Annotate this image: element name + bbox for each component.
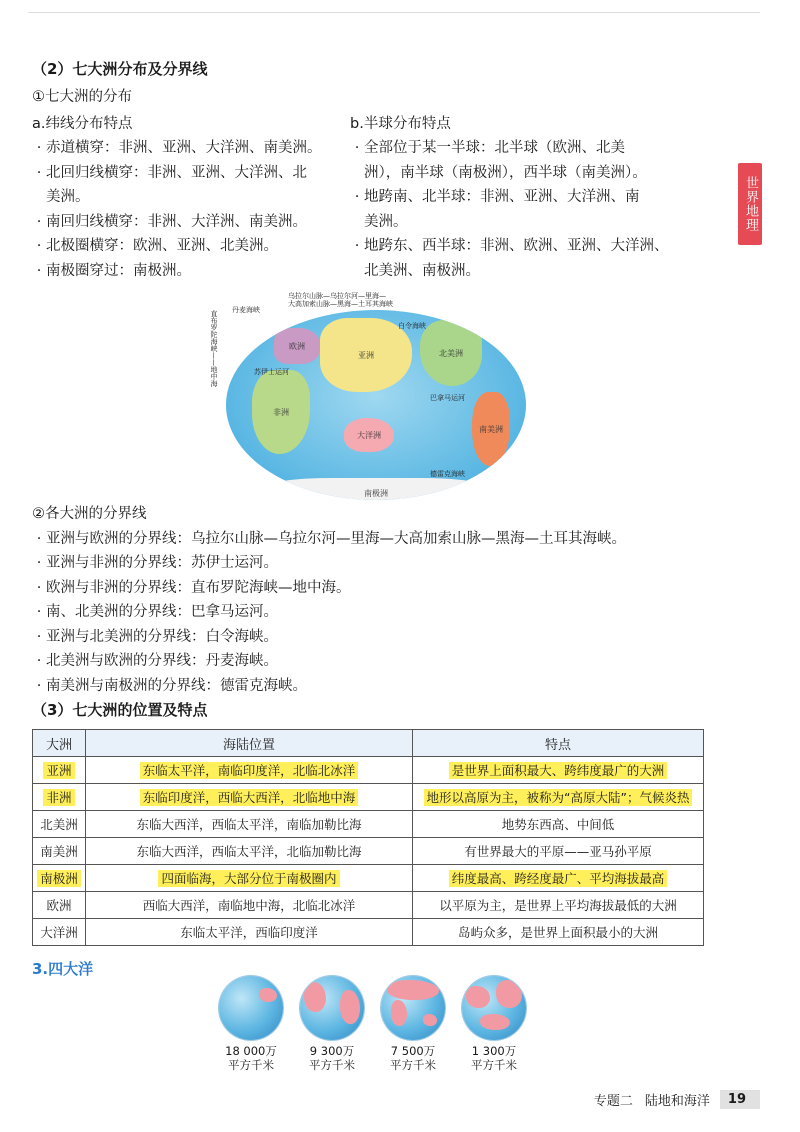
list-item-text <box>46 161 350 210</box>
list-item-text <box>46 551 732 576</box>
bullet-dot: · <box>354 238 360 254</box>
left-head: a.纬线分布特点 <box>32 115 133 132</box>
cell-text: 地势东西高、中间低 <box>501 817 615 832</box>
text-line: 地跨东、西半球：非洲、欧洲、亚洲、大洋洲、 <box>364 238 669 254</box>
antarctica-shape: 南极洲 <box>266 478 486 500</box>
chapter-tab: 世界地理(上) <box>738 163 762 245</box>
cell-text: 四面临海，大部分位于南极圈内 <box>158 870 339 887</box>
text-line: 全部位于某一半球：北半球（欧洲、北美 <box>364 140 625 156</box>
bullet-dot: · <box>354 189 360 205</box>
list-item <box>32 527 732 552</box>
text-line: 洲），南半球（南极洲），西半球（南美洲）。 <box>364 164 647 181</box>
table-cell-name <box>33 892 86 919</box>
bullet-dot: · <box>36 604 42 620</box>
cell-text: 亚洲 <box>43 762 74 779</box>
col-header-position: 海陆位置 <box>86 730 413 757</box>
table-cell-name <box>33 838 86 865</box>
text-line: 北极圈横穿：欧洲、亚洲、北美洲。 <box>46 238 278 254</box>
ocean-unit: 平方千米 <box>228 1058 274 1072</box>
south-america-shape: 南美洲 <box>472 392 510 466</box>
list-item-text <box>46 674 732 699</box>
table-cell-name <box>33 865 86 892</box>
list-item <box>32 600 732 625</box>
footer-topic: 专题二 <box>593 1094 633 1109</box>
africa-shape: 非洲 <box>252 370 310 454</box>
page-number: 19 <box>720 1090 760 1109</box>
col-header-features: 特点 <box>413 730 704 757</box>
cell-text: 东临大西洋，西临太平洋，南临加勒比海 <box>136 817 362 832</box>
bullet-dot: · <box>36 653 42 669</box>
latitude-list <box>32 136 350 283</box>
list-item-text <box>364 185 670 234</box>
text-line: 美洲。 <box>364 213 408 230</box>
map-label-drake: 德雷克海峡 <box>430 470 465 478</box>
bullet-dot: · <box>36 530 42 547</box>
globe-arctic-icon <box>462 976 526 1040</box>
right-head: b.半球分布特点 <box>350 115 451 132</box>
map-label-denmark-strait: 丹麦海峡 <box>232 306 260 314</box>
globe-pacific-icon <box>219 976 283 1040</box>
page-footer <box>594 1090 760 1109</box>
cell-text: 东临印度洋，西临大西洋，北临地中海 <box>140 789 359 806</box>
cell-text: 南极洲 <box>37 870 81 887</box>
bullet-dot: · <box>36 140 42 156</box>
cell-text: 欧洲 <box>46 898 72 913</box>
latitude-column <box>32 112 350 284</box>
map-label-gibraltar: 直布罗陀海峡——地中海 <box>210 310 218 387</box>
section-2 <box>32 58 712 283</box>
list-item-text <box>46 234 350 259</box>
globe-pacific <box>216 976 286 1072</box>
table-row <box>33 811 704 838</box>
sub2-title: ②各大洲的分界线 <box>32 506 147 522</box>
cell-text: 北美洲 <box>40 817 78 832</box>
table-cell-name <box>33 919 86 946</box>
list-item <box>32 161 350 210</box>
bullet-dot: · <box>36 262 42 279</box>
list-item-text <box>46 600 732 625</box>
list-item-text <box>46 649 732 674</box>
text-line: 南、北美洲的分界线：巴拿马运河。 <box>46 604 278 620</box>
ocean-unit: 平方千米 <box>471 1058 517 1072</box>
ocean-area: 7 500万 <box>390 1044 436 1058</box>
table-row <box>33 757 704 784</box>
text-line: 南回归线横穿：非洲、大洋洲、南美洲。 <box>46 213 307 230</box>
list-item <box>32 674 732 699</box>
text-line: 亚洲与欧洲的分界线：乌拉尔山脉—乌拉尔河—里海—大高加索山脉—黑海—土耳其海峡。 <box>46 530 626 547</box>
ocean-unit: 平方千米 <box>390 1058 436 1072</box>
table-cell-name <box>33 811 86 838</box>
list-item <box>350 234 670 283</box>
table-cell-name <box>33 784 86 811</box>
ocean-area: 18 000万 <box>225 1044 277 1058</box>
cell-text: 东临大西洋，西临太平洋，北临加勒比海 <box>136 844 362 859</box>
map-label-suez: 苏伊士运河 <box>254 368 289 376</box>
continents-table <box>32 729 704 946</box>
cell-text: 东临太平洋，西临印度洋 <box>180 925 318 940</box>
table-cell-feat <box>413 757 704 784</box>
asia-shape: 亚洲 <box>320 318 412 392</box>
list-item <box>32 625 732 650</box>
map-ocean <box>226 310 526 500</box>
table-cell-pos <box>86 838 413 865</box>
text-line: 南美洲与南极洲的分界线：德雷克海峡。 <box>46 677 307 694</box>
cell-text: 有世界最大的平原——亚马孙平原 <box>464 844 652 859</box>
table-cell-pos <box>86 811 413 838</box>
list-item <box>350 185 670 234</box>
bullet-dot: · <box>36 555 42 571</box>
cell-text: 岛屿众多，是世界上面积最小的大洲 <box>457 925 658 940</box>
list-item <box>32 576 732 601</box>
table-cell-pos <box>86 865 413 892</box>
table-cell-feat <box>413 865 704 892</box>
cell-text: 是世界上面积最大、跨纬度最广的大洲 <box>449 762 668 779</box>
table-body <box>33 757 704 946</box>
text-line: 北美洲与欧洲的分界线：丹麦海峡。 <box>46 653 278 669</box>
list-item-text <box>46 527 732 552</box>
ocean-area: 1 300万 <box>471 1044 517 1058</box>
cell-text: 大洋洲 <box>40 925 78 940</box>
text-line: 亚洲与北美洲的分界线：白令海峡。 <box>46 628 278 645</box>
list-item-text <box>364 234 670 283</box>
text-line: 亚洲与非洲的分界线：苏伊士运河。 <box>46 555 278 571</box>
bullet-dot: · <box>36 579 42 596</box>
table-row <box>33 919 704 946</box>
ocean-area: 9 300万 <box>309 1044 355 1058</box>
hemisphere-column <box>350 112 670 284</box>
sub1-title: ①七大洲的分布 <box>32 89 132 105</box>
list-item-text <box>46 210 350 235</box>
list-item <box>350 136 670 185</box>
section-3-title: （3）七大洲的位置及特点 <box>32 701 208 719</box>
list-item-text <box>364 136 670 185</box>
table-header-row <box>33 730 704 757</box>
list-item <box>32 136 350 161</box>
table-cell-pos <box>86 892 413 919</box>
map-label-panama: 巴拿马运河 <box>430 394 465 402</box>
list-item-text <box>46 259 350 284</box>
globe-atlantic <box>297 976 367 1072</box>
europe-shape: 欧洲 <box>274 328 320 364</box>
table-row <box>33 865 704 892</box>
table-cell-feat <box>413 838 704 865</box>
list-item <box>32 234 350 259</box>
table-cell-pos <box>86 784 413 811</box>
top-rule <box>28 12 760 13</box>
table-cell-pos <box>86 919 413 946</box>
section-boundaries <box>32 502 732 728</box>
list-item <box>32 551 732 576</box>
table-row <box>33 892 704 919</box>
text-line: 欧洲与非洲的分界线：直布罗陀海峡—地中海。 <box>46 579 351 596</box>
ocean-unit: 平方千米 <box>309 1058 355 1072</box>
cell-text: 地形以高原为主，被称为“高原大陆”；气候炎热 <box>424 789 693 806</box>
bullet-dot: · <box>36 677 42 694</box>
bullet-dot: · <box>36 164 42 181</box>
text-line: 北美洲、南极洲。 <box>364 262 480 279</box>
bullet-dot: · <box>36 628 42 645</box>
text-line: 南极圈穿过：南极洲。 <box>46 262 191 279</box>
cell-text: 南美洲 <box>40 844 78 859</box>
table-row <box>33 838 704 865</box>
globe-indian <box>378 976 448 1072</box>
table-cell-feat <box>413 919 704 946</box>
cell-text: 西临大西洋，南临地中海，北临北冰洋 <box>142 898 356 913</box>
list-item-text <box>46 625 732 650</box>
distribution-columns <box>32 112 712 284</box>
cell-text: 纬度最高、跨经度最广、平均海拔最高 <box>449 870 668 887</box>
bullet-dot: · <box>354 140 360 156</box>
text-line: 美洲。 <box>46 189 90 205</box>
bullet-dot: · <box>36 213 42 230</box>
oceania-shape: 大洋洲 <box>344 418 394 452</box>
table-cell-feat <box>413 892 704 919</box>
map-label-ural: 乌拉尔山脉—乌拉尔河—里海— <box>288 292 386 300</box>
hemisphere-list <box>350 136 670 283</box>
map-label-bering: 白令海峡 <box>398 322 426 330</box>
boundary-list <box>32 527 732 699</box>
cell-text: 非洲 <box>43 789 74 806</box>
oceans-title: 3.四大洋 <box>32 960 94 978</box>
cell-text: 东临太平洋，南临印度洋，北临北冰洋 <box>140 762 359 779</box>
world-map <box>208 288 548 498</box>
table-cell-name <box>33 757 86 784</box>
list-item <box>32 649 732 674</box>
globe-arctic <box>459 976 529 1072</box>
north-america-shape: 北美洲 <box>420 320 482 386</box>
globe-atlantic-icon <box>300 976 364 1040</box>
cell-text: 以平原为主，是世界上平均海拔最低的大洲 <box>439 898 677 913</box>
oceans-globes <box>216 976 529 1072</box>
list-item-text <box>46 576 732 601</box>
globe-indian-icon <box>381 976 445 1040</box>
bullet-dot: · <box>36 238 42 254</box>
footer-name: 陆地和海洋 <box>644 1094 710 1109</box>
table-cell-pos <box>86 757 413 784</box>
section-2-title: （2）七大洲分布及分界线 <box>32 60 208 78</box>
list-item-text <box>46 136 350 161</box>
text-line: 赤道横穿：非洲、亚洲、大洋洲、南美洲。 <box>46 140 322 156</box>
col-header-continent: 大洲 <box>33 730 86 757</box>
table-row <box>33 784 704 811</box>
list-item <box>32 259 350 284</box>
text-line: 北回归线横穿：非洲、亚洲、大洋洲、北 <box>46 164 307 181</box>
list-item <box>32 210 350 235</box>
table-cell-feat <box>413 811 704 838</box>
text-line: 地跨南、北半球：非洲、亚洲、大洋洲、南 <box>364 189 640 205</box>
map-label-caucasus: 大高加索山脉—黑海—土耳其海峡 <box>288 300 393 308</box>
table-cell-feat <box>413 784 704 811</box>
